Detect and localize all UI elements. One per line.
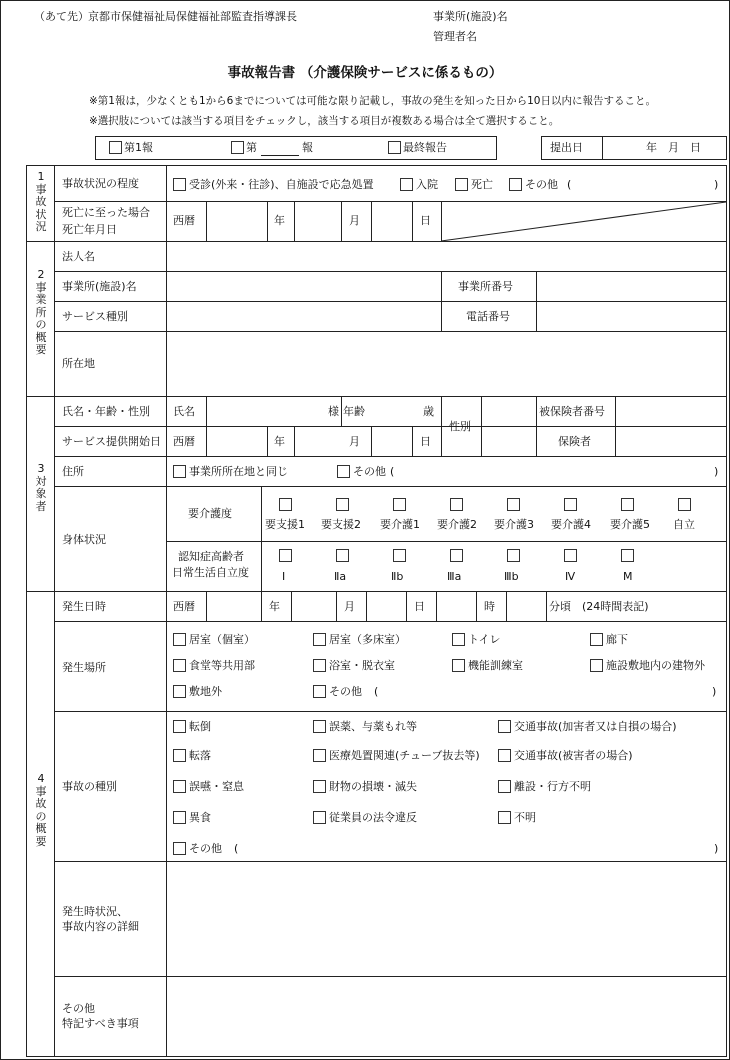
address-same-checkbox[interactable] — [173, 465, 186, 478]
office-name-label: 事業所(施設)名 — [433, 10, 508, 23]
type-choking-checkbox[interactable] — [173, 780, 186, 793]
place-training-room-checkbox[interactable] — [452, 659, 465, 672]
place-private-room-checkbox[interactable] — [173, 633, 186, 646]
place-training-room-label: 機能訓練室 — [468, 659, 523, 672]
type-violation-checkbox[interactable] — [313, 811, 326, 824]
type-violation-label: 従業員の法令違反 — [329, 811, 417, 824]
type-missing-label: 離設・行方不明 — [514, 780, 591, 793]
detail-field[interactable] — [167, 862, 725, 975]
place-other-label: その他 — [329, 685, 362, 698]
other-notes-label-2: 特記すべき事項 — [62, 1017, 139, 1030]
severity-other-paren-open: ( — [567, 178, 572, 191]
note-2: ※選択肢については該当する項目をチェックし，該当する項目が複数ある場合は全て選択すること。 — [89, 115, 560, 127]
severity-other-checkbox[interactable] — [509, 178, 522, 191]
note-1: ※第1報は，少なくとも1から6までについては可能な限り記載し，事故の発生を知った日から10日以内に報告すること。 — [89, 95, 656, 107]
type-medical-procedure-label: 医療処置関連(チューブ抜去等) — [329, 749, 480, 762]
start-month: 月 — [349, 435, 360, 448]
submit-date-label: 提出日 — [550, 141, 583, 154]
dementia-3b-checkbox[interactable] — [507, 549, 520, 562]
care-level3-label: 要介護3 — [494, 518, 534, 531]
place-dining-checkbox[interactable] — [173, 659, 186, 672]
care-level3-checkbox[interactable] — [507, 498, 520, 511]
age-label: 年齢 — [343, 405, 365, 418]
severity-outpatient-label: 受診(外来・往診)、自施設で応急処置 — [189, 178, 374, 191]
dementia-label-2: 日常生活自立度 — [172, 566, 249, 579]
place-off-site-label: 敷地外 — [189, 685, 222, 698]
place-private-room-label: 居室（個室） — [189, 633, 255, 646]
office-label: 事業所(施設)名 — [62, 280, 137, 293]
care-independent-checkbox[interactable] — [678, 498, 691, 511]
place-other-paren-close: ) — [712, 685, 717, 698]
address-label: 所在地 — [62, 357, 95, 370]
place-label: 発生場所 — [62, 661, 106, 674]
type-other-paren-open: ( — [234, 842, 239, 855]
care-level1-checkbox[interactable] — [393, 498, 406, 511]
care-level5-checkbox[interactable] — [621, 498, 634, 511]
dementia-3a-label: Ⅲa — [447, 570, 462, 583]
severity-death-checkbox[interactable] — [455, 178, 468, 191]
occurrence-hour: 時 — [484, 600, 495, 613]
name-label: 氏名 — [173, 405, 195, 418]
occurrence-datetime-label: 発生日時 — [62, 600, 106, 613]
accident-type-label: 事故の種別 — [62, 780, 117, 793]
type-tumble-label: 転落 — [189, 749, 211, 762]
occurrence-year: 年 — [269, 600, 280, 613]
death-diagonal-line — [441, 201, 726, 242]
nth-report-checkbox[interactable] — [231, 141, 244, 154]
care-support2-checkbox[interactable] — [336, 498, 349, 511]
type-missing-checkbox[interactable] — [498, 780, 511, 793]
submit-date-value[interactable]: 年 月 日 — [646, 141, 701, 154]
type-unknown-label: 不明 — [514, 811, 536, 824]
name-age-sex-label: 氏名・年齢・性別 — [62, 405, 150, 418]
section1-title: 1事故状況 — [35, 170, 47, 233]
nth-report-prefix: 第 — [246, 141, 257, 154]
severity-outpatient-checkbox[interactable] — [173, 178, 186, 191]
place-other-paren-open: ( — [374, 685, 379, 698]
type-medical-procedure-checkbox[interactable] — [313, 749, 326, 762]
corp-name-label: 法人名 — [62, 250, 95, 263]
detail-label-2: 事故内容の詳細 — [62, 920, 139, 933]
type-medication-checkbox[interactable] — [313, 720, 326, 733]
place-bathroom-checkbox[interactable] — [313, 659, 326, 672]
death-month: 月 — [349, 214, 360, 227]
sex-label: 性別 — [449, 420, 471, 433]
type-unknown-checkbox[interactable] — [498, 811, 511, 824]
nth-report-suffix: 報 — [302, 141, 313, 154]
place-corridor-label: 廊下 — [606, 633, 628, 646]
detail-label-1: 発生時状況、 — [62, 905, 128, 918]
section2-title: 2事業所の概要 — [35, 268, 47, 356]
care-support2-label: 要支援2 — [321, 518, 361, 531]
death-era: 西暦 — [173, 214, 195, 227]
name-suffix-sama: 様 — [328, 405, 339, 418]
address-same-label: 事業所所在地と同じ — [189, 465, 288, 478]
dementia-3a-checkbox[interactable] — [450, 549, 463, 562]
address-other-checkbox[interactable] — [337, 465, 350, 478]
address-other-paren-open: ( — [390, 465, 395, 478]
severity-label: 事故状況の程度 — [62, 177, 139, 190]
death-label-1: 死亡に至った場合 — [62, 206, 150, 219]
place-shared-room-label: 居室（多床室） — [329, 633, 406, 646]
care-level2-checkbox[interactable] — [450, 498, 463, 511]
section3-title: 3対象者 — [35, 462, 47, 513]
type-traffic-victim-checkbox[interactable] — [498, 749, 511, 762]
occurrence-minute: 分頃 (24時間表記) — [549, 600, 649, 613]
place-toilet-label: トイレ — [468, 633, 501, 646]
type-traffic-victim-label: 交通事故(被害者の場合) — [514, 749, 633, 762]
place-outside-building-checkbox[interactable] — [590, 659, 603, 672]
first-report-label: 第1報 — [124, 141, 153, 154]
care-level4-checkbox[interactable] — [564, 498, 577, 511]
manager-name-label: 管理者名 — [433, 30, 477, 43]
care-support1-checkbox[interactable] — [279, 498, 292, 511]
occurrence-month: 月 — [344, 600, 355, 613]
to-label: （あて先） — [34, 10, 89, 23]
first-report-checkbox[interactable] — [109, 141, 122, 154]
type-property-damage-label: 財物の損壊・滅失 — [329, 780, 417, 793]
place-dining-label: 食堂等共用部 — [189, 659, 255, 672]
body-condition-label: 身体状況 — [62, 533, 106, 546]
insurer-label: 保険者 — [558, 435, 591, 448]
dementia-m-checkbox[interactable] — [621, 549, 634, 562]
place-corridor-checkbox[interactable] — [590, 633, 603, 646]
dementia-3b-label: Ⅲb — [504, 570, 519, 583]
severity-hospital-checkbox[interactable] — [400, 178, 413, 191]
type-tumble-checkbox[interactable] — [173, 749, 186, 762]
start-year: 年 — [274, 435, 285, 448]
nth-report-underline[interactable] — [261, 155, 299, 156]
subject-address-label: 住所 — [62, 465, 84, 478]
final-report-label: 最終報告 — [403, 141, 447, 154]
dementia-2b-label: Ⅱb — [391, 570, 404, 583]
office-number-label: 事業所番号 — [458, 280, 513, 293]
care-level-label: 要介護度 — [188, 507, 232, 520]
care-level5-label: 要介護5 — [610, 518, 650, 531]
severity-hospital-label: 入院 — [416, 178, 438, 191]
severity-other-label: その他 — [525, 178, 558, 191]
type-other-checkbox[interactable] — [173, 842, 186, 855]
place-other-checkbox[interactable] — [313, 685, 326, 698]
death-label-2: 死亡年月日 — [62, 223, 117, 236]
severity-other-paren-close: ) — [714, 178, 719, 191]
address-other-label: その他 — [353, 465, 386, 478]
occurrence-day: 日 — [414, 600, 425, 613]
type-medication-label: 誤薬、与薬もれ等 — [329, 720, 417, 733]
service-start-label: サービス提供開始日 — [62, 435, 161, 448]
type-traffic-perpetrator-checkbox[interactable] — [498, 720, 511, 733]
to-name: 京都市保健福祉局保健福祉部監査指導課長 — [88, 10, 297, 23]
severity-death-label: 死亡 — [471, 178, 493, 191]
service-type-label: サービス種別 — [62, 310, 128, 323]
type-other-label: その他 — [189, 842, 222, 855]
type-fall-label: 転倒 — [189, 720, 211, 733]
place-toilet-checkbox[interactable] — [452, 633, 465, 646]
final-report-checkbox[interactable] — [388, 141, 401, 154]
care-independent-label: 自立 — [673, 518, 695, 531]
address-other-paren-close: ) — [714, 465, 719, 478]
start-era: 西暦 — [173, 435, 195, 448]
start-day: 日 — [420, 435, 431, 448]
dementia-label-1: 認知症高齢者 — [178, 550, 244, 563]
dementia-1-checkbox[interactable] — [279, 549, 292, 562]
place-shared-room-checkbox[interactable] — [313, 633, 326, 646]
death-day: 日 — [420, 214, 431, 227]
type-choking-label: 誤嚥・窒息 — [189, 780, 244, 793]
dementia-2b-checkbox[interactable] — [393, 549, 406, 562]
type-traffic-perpetrator-label: 交通事故(加害者又は自損の場合) — [514, 720, 677, 733]
phone-label: 電話番号 — [466, 310, 510, 323]
section4-title: 4事故の概要 — [35, 772, 47, 848]
dementia-1-label: Ⅰ — [282, 570, 286, 583]
place-outside-building-label: 施設敷地内の建物外 — [606, 659, 705, 672]
other-notes-label-1: その他 — [62, 1002, 95, 1015]
type-pica-label: 異食 — [189, 811, 211, 824]
type-other-paren-close: ) — [714, 842, 719, 855]
age-suffix: 歳 — [423, 405, 434, 418]
type-property-damage-checkbox[interactable] — [313, 780, 326, 793]
dementia-4-label: Ⅳ — [565, 570, 576, 583]
death-year: 年 — [274, 214, 285, 227]
care-level4-label: 要介護4 — [551, 518, 591, 531]
care-support1-label: 要支援1 — [265, 518, 305, 531]
place-off-site-checkbox[interactable] — [173, 685, 186, 698]
dementia-m-label: M — [623, 570, 633, 583]
care-level2-label: 要介護2 — [437, 518, 477, 531]
type-fall-checkbox[interactable] — [173, 720, 186, 733]
dementia-4-checkbox[interactable] — [564, 549, 577, 562]
page-title: 事故報告書 （介護保険サービスに係るもの） — [227, 65, 503, 81]
dementia-2a-checkbox[interactable] — [336, 549, 349, 562]
occurrence-era: 西暦 — [173, 600, 195, 613]
place-bathroom-label: 浴室・脱衣室 — [329, 659, 395, 672]
insured-number-label: 被保険者番号 — [539, 405, 605, 418]
care-level1-label: 要介護1 — [380, 518, 420, 531]
other-notes-field[interactable] — [167, 977, 725, 1055]
dementia-2a-label: Ⅱa — [334, 570, 347, 583]
type-pica-checkbox[interactable] — [173, 811, 186, 824]
